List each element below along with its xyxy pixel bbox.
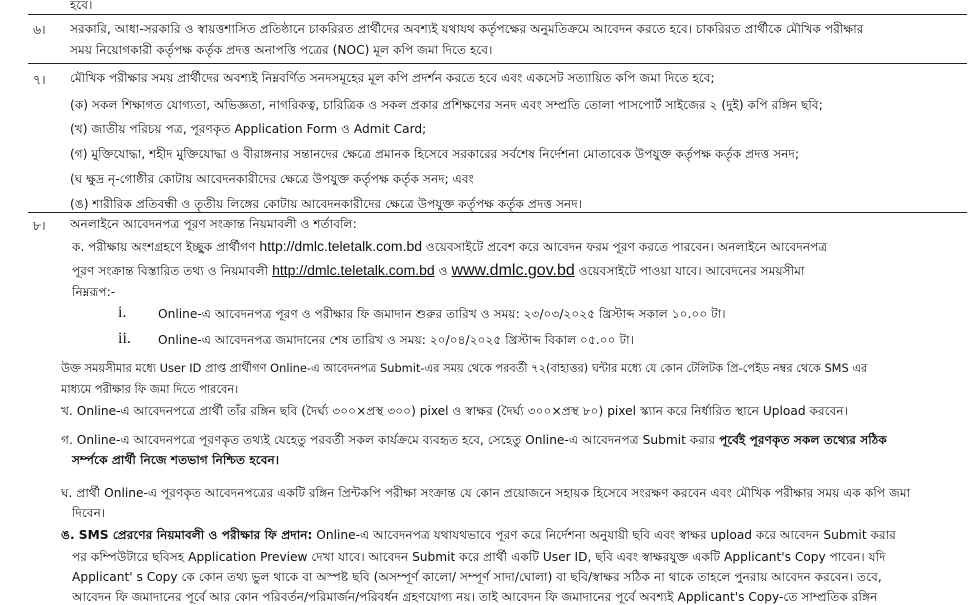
- item6-line: সরকারি, আধা-সরকারি ও স্বায়ত্তশাসিত প্রতিষ্ঠানে চাকরিরত প্রার্থীদের অবশ্যই যথাযথ কর্তৃপক্ষের অনুমতিক্রমে আবেদন করতে হবে। চাকরিরত প্রার্থীকে মৌখিক পরীক্ষার: [70, 22, 864, 36]
- item7-line: মৌখিক পরীক্ষার সময় প্রার্থীদের অবশ্যই নিম্নবর্ণিত সনদসমূহের মূল কপি প্রদর্শন করতে হবে এবং একসেট সত্যায়িত কপি জমা দিতে হবে;: [70, 71, 715, 85]
- divider: [28, 14, 967, 15]
- ka-line2-suffix: ওয়েবসাইটে পাওয়া যাবে। আবেদনের সময়সীমা: [578, 264, 805, 278]
- item7-line: (গ) মুক্তিযোদ্ধা, শহীদ মুক্তিযোদ্ধা ও বীরাঙ্গনার সন্তানদের ক্ষেত্রে প্রমানক হিসেবে সরকারের সর্বশেষ নির্দেশনা মোতাবেক উপযুক্ত কর্তৃপক্ষ কর্তৃক প্রদত্ত সনদ;: [70, 147, 800, 161]
- item-number-8: ৮।: [33, 218, 46, 233]
- item8-gha: ঘ. প্রার্থী Online-এ পূরণকৃত আবেদনপত্রের একটি রঙ্গিন প্রিন্টকপি পরীক্ষা সংক্রান্ত যে কোন প্রয়োজনে সহায়ক হিসেবে সংরক্ষণ করবেন এবং মৌখিক পরীক্ষার সময় এক কপি জমা: [61, 486, 911, 500]
- divider: [28, 212, 967, 213]
- item8-heading: অনলাইনে আবেদনপত্র পূরণ সংক্রান্ত নিয়মাবলী ও শর্তাবলি:: [70, 217, 357, 231]
- schedule-end: Online-এ আবেদনপত্র জমাদানের শেষ তারিখ ও সময়: ২০/০৪/২০২৫ খ্রিস্টাব্দ বিকাল ০৫.০০ টা।: [158, 333, 635, 347]
- item-number-6: ৬।: [33, 22, 46, 37]
- item8-ka-line3: নিম্নরূপ:-: [72, 285, 116, 299]
- ka-after-url: ওয়েবসাইটে প্রবেশ করে আবেদন ফরম পূরণ করতে পারবেন। অনলাইনে আবেদনপত্র: [425, 240, 828, 254]
- sms-paragraph: মাধ্যমে পরীক্ষার ফি জমা দিতে পারবেন।: [61, 382, 239, 396]
- item7-line: (ঘ ক্ষুদ্র নৃ-গোষ্ঠীর কোটায় আবেদনকারীদের ক্ষেত্রে উপযুক্ত কর্তৃপক্ষ কর্তৃক সনদ; এবং: [70, 172, 474, 186]
- ka-line2-prefix: পূরণ সংক্রান্ত বিস্তারিত তথ্য ও নিয়মাবলী: [72, 264, 269, 278]
- item8-gha: দিবেন।: [72, 506, 106, 520]
- item7-line: (খ) জাতীয় পরিচয় পত্র, পূরণকৃত Application Form ও Admit Card;: [70, 122, 427, 136]
- item8-ka-line1: [72, 238, 827, 255]
- item8-ga-line1: [61, 432, 887, 448]
- item8-uma-line: Applicant' s Copy কে কোন তথ্য ভুল থাকে বা অস্পষ্ট ছবি (অসম্পূর্ণ কালো/ সম্পূর্ণ সাদা/ঘোলা) বা ছবি/স্বাক্ষর সঠিক না থাকে তাহলে পুনরায় আবেদন করবেন। তবে,: [72, 570, 882, 584]
- ka-and: ও: [438, 264, 448, 278]
- item8-uma-line: আবেদন ফি জমাদানের পূর্বে আর কোন পরিবর্তন/পরিমার্জন/পরিবর্ধন গ্রহণযোগ্য নয়। তাই আবেদন ফি জমাদানের পূর্বে অবশ্যই Applicant's Copy-তে সাম্প্রতিক রঙ্গিন: [72, 590, 878, 604]
- dmlc-gov-link[interactable]: www.dmlc.gov.bd: [451, 262, 575, 279]
- teletalk-link[interactable]: http://dmlc.teletalk.com.bd: [259, 238, 423, 254]
- item7-line: (ঙ) শারীরিক প্রতিবন্ধী ও তৃতীয় লিঙ্গের কোটায় আবেদনকারীদের ক্ষেত্রে উপযুক্ত কর্তৃপক্ষ কর্তৃক প্রদত্ত সনদ।: [70, 197, 583, 211]
- item8-uma-line: পর কম্পিউটারে ছবিসহ Application Preview দেখা যাবে। আবেদন Submit করে প্রার্থী একটি User ID, ছবি এবং স্বাক্ষরযুক্ত একটি Applicant's Copy পাবেন। যদি: [72, 550, 886, 564]
- uma-heading: ঙ. SMS প্রেরণের নিয়মাবলী ও পরীক্ষার ফি প্রদান:: [61, 528, 313, 542]
- ka-prefix: ক. পরীক্ষায় অংশগ্রহণে ইচ্ছুক প্রার্থীগণ: [72, 240, 256, 254]
- schedule-start: Online-এ আবেদনপত্র পূরণ ও পরীক্ষার ফি জমাদান শুরুর তারিখ ও সময়: ২৩/০৩/২০২৫ খ্রিস্টাব্দ সকাল ১০.০০ টা।: [158, 307, 726, 321]
- item7-line: (ক) সকল শিক্ষাগত যোগ্যতা, অভিজ্ঞতা, নাগরিকত্ব, চারিত্রিক ও সকল প্রকার প্রশিক্ষণের সনদ এবং সম্প্রতি তোলা পাসপোর্ট সাইজের ২ (দুই) কপি রঙ্গিন ছবি;: [70, 98, 823, 112]
- uma-text: Online-এ আবেদনপত্র যথাযথভাবে পূরণ করে নির্দেশনা অনুযায়ী ছবি এবং স্বাক্ষর upload করে আবেদন Submit করার: [316, 528, 896, 542]
- teletalk-link[interactable]: http://dmlc.teletalk.com.bd: [272, 262, 435, 278]
- ga-normal: গ. Online-এ আবেদনপত্রে পূরণকৃত তথ্যই যেহেতু পরবর্তী সকল কার্যক্রমে ব্যবহৃত হবে, সেহেতু Online-এ আবেদনপত্র Submit করার: [61, 433, 716, 447]
- ga-bold: পূর্বেই পূরণকৃত সকল তথ্যের সঠিক: [719, 433, 887, 447]
- schedule-roman: i.: [118, 304, 127, 321]
- item8-uma-line1: [61, 527, 896, 543]
- continued-text: হবে।: [70, 0, 93, 12]
- divider: [28, 63, 967, 64]
- item8-ka-line2: [72, 262, 805, 279]
- item6-line: সময় নিয়োগকারী কর্তৃপক্ষ কর্তৃক প্রদত্ত অনাপত্তি পত্রের (NOC) মূল কপি জমা দিতে হবে।: [70, 43, 493, 57]
- item-number-7: ৭।: [33, 72, 46, 87]
- item8-ga-line2: সর্ম্পকে প্রার্থী নিজে শতভাগ নিশ্চিত হবেন।: [72, 453, 280, 467]
- schedule-roman: ii.: [118, 330, 131, 347]
- item8-kha: খ. Online-এ আবেদনপত্রে প্রার্থী তাঁর রঙ্গিন ছবি (দৈর্ঘ্য ৩০০×প্রস্থ ৩০০) pixel ও স্বাক্ষর (দৈর্ঘ্য ৩০০×প্রস্থ ৮০) pixel স্ক্যান করে নির্ধারিত স্থানে Upload করবেন।: [61, 404, 849, 418]
- sms-paragraph: উক্ত সময়সীমার মধ্যে User ID প্রাপ্ত প্রার্থীগণ Online-এ আবেদনপত্র Submit-এর সময় থেকে পরবর্তী ৭২(বাহাত্তর) ঘন্টার মধ্যে যে কোন টেলিটক প্রি-পেইড নম্বর থেকে SMS এর: [61, 361, 868, 375]
